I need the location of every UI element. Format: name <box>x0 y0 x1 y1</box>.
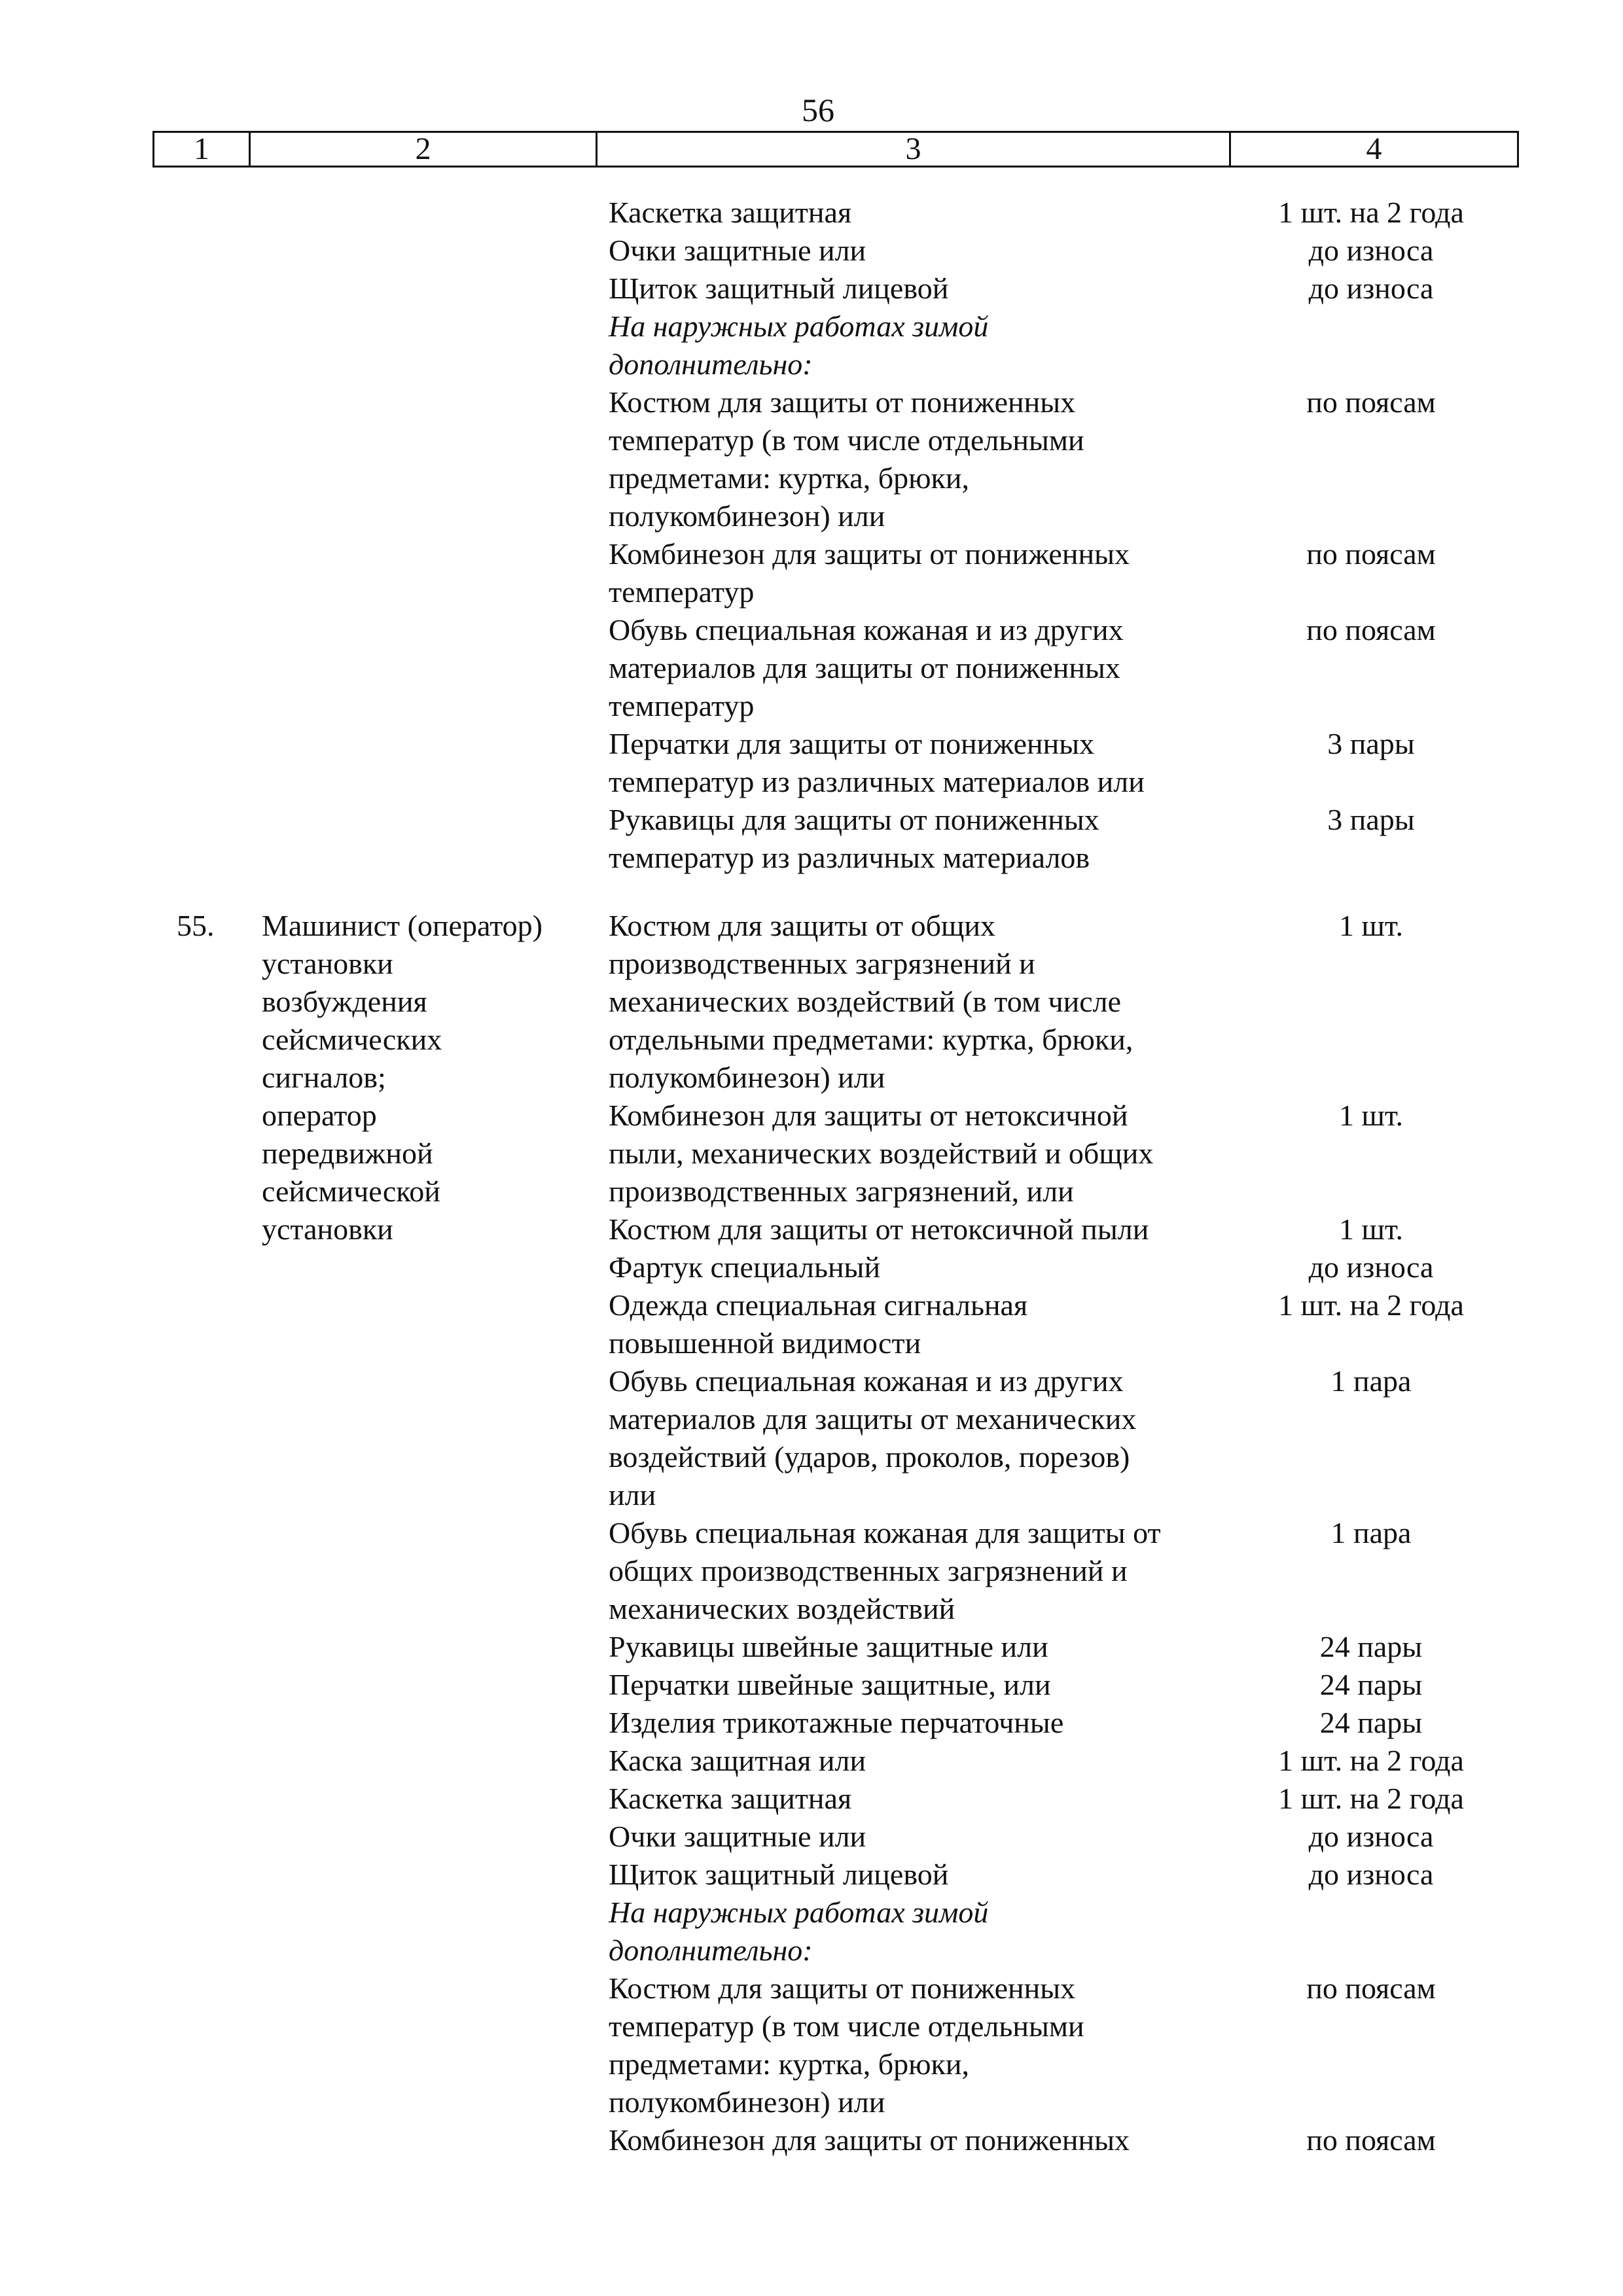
item-norm: до износа <box>1308 234 1434 267</box>
item-norm: до износа <box>1308 1820 1434 1853</box>
item-name: На наружных работах зимой дополнительно: <box>609 1896 989 1967</box>
list-item <box>609 801 1538 877</box>
item-name: Фартук специальный <box>609 1250 881 1284</box>
item-name: Щиток защитный лицевой <box>609 272 949 305</box>
list-item <box>609 1097 1538 1210</box>
column-header-2: 2 <box>251 133 597 166</box>
page-number: 56 <box>802 92 834 128</box>
list-item <box>609 270 1538 308</box>
item-norm: по поясам <box>1306 537 1436 571</box>
list-item <box>609 1514 1538 1628</box>
section-note <box>609 1894 1538 1969</box>
item-norm <box>1260 1894 1482 1969</box>
list-item <box>609 611 1538 725</box>
item-name: Рукавицы швейные защитные или <box>609 1630 1048 1663</box>
item-norm: до износа <box>1308 1858 1434 1891</box>
item-norm: по поясам <box>1306 613 1436 646</box>
item-name: Перчатки швейные защитные, или <box>609 1668 1051 1701</box>
list-item <box>609 1666 1538 1704</box>
list-item <box>609 1628 1538 1666</box>
item-name: Костюм для защиты от пониженных температур (в том числе отдельными предметами: куртка, брюки, полукомбинезон) или <box>609 385 1084 533</box>
item-norm: 3 пары <box>1327 727 1415 760</box>
item-name: На наружных работах зимой дополнительно: <box>609 309 989 381</box>
item-norm: 1 пара <box>1330 1364 1412 1398</box>
list-item <box>609 1742 1538 1780</box>
item-name: Обувь специальная кожаная и из других материалов для защиты от пониженных температур <box>609 613 1124 722</box>
item-name: Щиток защитный лицевой <box>609 1858 949 1891</box>
item-name: Обувь специальная кожаная и из других материалов для защиты от механических воздействий (ударов, проколов, порезов) или <box>609 1364 1137 1511</box>
section-note <box>609 308 1538 383</box>
item-norm: 1 шт. <box>1338 1099 1404 1132</box>
item-norm: до износа <box>1308 1250 1434 1284</box>
list-item <box>609 1856 1538 1894</box>
list-item <box>609 1210 1538 1248</box>
item-norm: 24 пары <box>1319 1706 1423 1739</box>
item-name: Костюм для защиты от общих производственных загрязнений и механических воздействий (в том числе отдельными предметами: куртка, брюки, полукомбинезон) или <box>609 909 1133 1094</box>
list-item <box>609 1248 1538 1286</box>
list-item <box>609 535 1538 611</box>
list-item <box>609 1969 1538 2121</box>
item-name: Каска защитная или <box>609 1744 866 1777</box>
list-item <box>609 725 1538 801</box>
item-norm: по поясам <box>1306 385 1436 419</box>
item-name: Перчатки для защиты от пониженных температур из различных материалов или <box>609 727 1145 798</box>
item-name: Очки защитные или <box>609 234 866 267</box>
item-name: Костюм для защиты от нетоксичной пыли <box>609 1212 1149 1246</box>
item-name: Обувь специальная кожаная для защиты от общих производственных загрязнений и механических воздействий <box>609 1516 1161 1625</box>
list-item <box>609 1704 1538 1742</box>
item-norm: 1 шт. <box>1338 909 1404 942</box>
column-header-4: 4 <box>1366 132 1382 166</box>
list-item <box>609 1286 1538 1362</box>
item-name: Изделия трикотажные перчаточные <box>609 1706 1064 1739</box>
item-name: Очки защитные или <box>609 1820 866 1853</box>
list-item <box>609 1362 1538 1514</box>
continuation-items-list <box>609 194 1538 877</box>
item-norm: 1 шт. на 2 года <box>1278 1782 1464 1815</box>
item-name: Комбинезон для защиты от нетоксичной пыли, механических воздействий и общих производственных загрязнений, или <box>609 1099 1154 1208</box>
item-norm <box>1260 308 1482 383</box>
entry-items-list <box>609 907 1538 2159</box>
item-norm: по поясам <box>1306 2123 1436 2157</box>
list-item <box>609 383 1538 535</box>
list-item <box>609 1818 1538 1856</box>
item-norm: 1 шт. <box>1338 1212 1404 1246</box>
item-norm: 24 пары <box>1319 1630 1423 1663</box>
column-header-3: 3 <box>597 133 1231 166</box>
item-norm: 1 шт. на 2 года <box>1278 1288 1464 1322</box>
job-title: Машинист (оператор) установки возбуждения сейсмических сигналов; оператор передвижной сейсмической установки <box>262 909 543 1246</box>
list-item <box>609 194 1538 232</box>
item-name: Одежда специальная сигнальная повышенной видимости <box>609 1288 1028 1360</box>
item-name: Комбинезон для защиты от пониженных температур <box>609 537 1130 609</box>
item-norm: 1 пара <box>1330 1516 1412 1549</box>
list-item <box>609 2121 1538 2159</box>
item-name: Комбинезон для защиты от пониженных <box>609 2123 1130 2157</box>
item-name: Каскетка защитная <box>609 196 852 229</box>
item-name: Костюм для защиты от пониженных температур (в том числе отдельными предметами: куртка, брюки, полукомбинезон) или <box>609 1971 1084 2119</box>
item-norm: 1 шт. на 2 года <box>1278 1744 1464 1777</box>
item-norm: по поясам <box>1306 1971 1436 2005</box>
column-header-1: 1 <box>154 133 251 166</box>
item-name: Рукавицы для защиты от пониженных температур из различных материалов <box>609 803 1099 874</box>
table-header-row <box>152 131 1519 168</box>
item-norm: 1 шт. на 2 года <box>1278 196 1464 229</box>
item-name: Каскетка защитная <box>609 1782 852 1815</box>
list-item <box>609 1780 1538 1818</box>
entry-number: 55. <box>177 909 215 942</box>
item-norm: 24 пары <box>1319 1668 1423 1701</box>
list-item <box>609 232 1538 270</box>
list-item <box>609 907 1538 1097</box>
item-norm: до износа <box>1308 272 1434 305</box>
item-norm: 3 пары <box>1327 803 1415 836</box>
